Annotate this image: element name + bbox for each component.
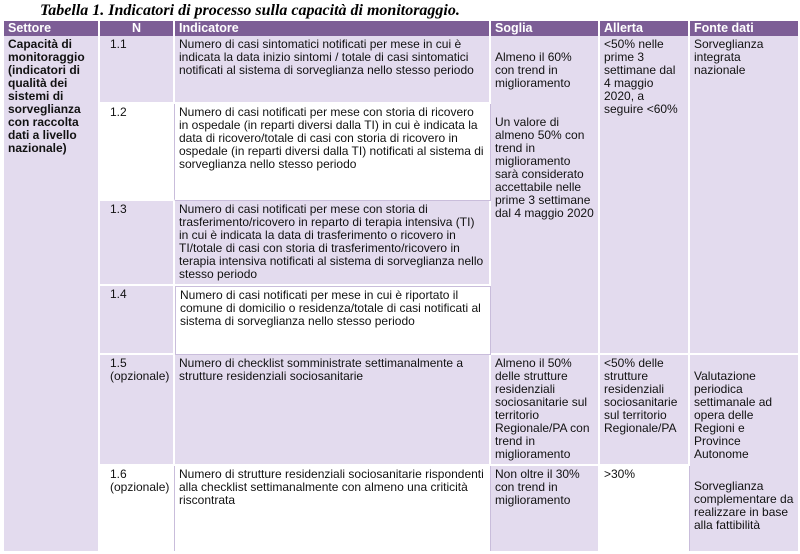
threshold-1-6: Non oltre il 30% con trend in miglioramento — [491, 466, 600, 551]
alert-group-a: <50% nelle prime 3 settimane dal 4 maggio 2020, a seguire <60% — [600, 36, 690, 355]
header-n: N — [100, 21, 175, 36]
indicator-text: Numero di strutture residenziali sociosanitarie rispondenti alla checklist settimanalmente con almeno una criticità riscontrata — [175, 466, 491, 551]
table-caption: Tabella 1. Indicatori di processo sulla capacità di monitoraggio. — [40, 2, 460, 19]
source-group-b — [690, 355, 798, 551]
source-group-a: Sorveglianza integrata nazionale — [690, 36, 798, 355]
row-number: 1.1 — [100, 36, 175, 104]
row-number: 1.5 (opzionale) — [100, 355, 175, 466]
header-settore: Settore — [4, 21, 100, 36]
source-regional: Valutazione periodica settimanale ad opera delle Regioni e Province Autonome — [694, 369, 773, 461]
header-fonte-dati: Fonte dati — [690, 21, 798, 36]
alert-1-5: <50% delle strutture residenziali sociosanitarie sul territorio Regionale/PA — [600, 355, 690, 466]
alert-1-6: >30% — [600, 466, 690, 551]
indicator-text: Numero di casi notificati per mese con storia di ricovero in ospedale (in reparti diversi dalla TI) in cui è indicata la data di ricovero/totale di casi con storia di ricovero in ospedale (in reparti diversi dalla TI) notificati al sistema di sorveglianza nello stesso periodo — [175, 104, 491, 201]
row-number: 1.3 — [100, 201, 175, 286]
threshold-group-a — [491, 36, 600, 355]
sector-cell: Capacità di monitoraggio (indicatori di qualità dei sistemi di sorveglianza con raccolta dati a livello nazionale) — [4, 36, 100, 551]
header-soglia: Soglia — [491, 21, 600, 36]
header-indicatore: Indicatore — [175, 21, 491, 36]
threshold-main: Almeno il 60% con trend in miglioramento — [495, 50, 572, 90]
indicator-text: Numero di casi notificati per mese in cui è riportato il comune di domicilio o residenza/totale di casi notificati al sistema di sorveglianza nello stesso periodo — [175, 286, 491, 355]
row-number: 1.6 (opzionale) — [100, 466, 175, 551]
indicator-text: Numero di casi notificati per mese con storia di trasferimento/ricovero in reparto di terapia intensiva (TI) in cui è indicata la data di trasferimento o ricovero in TI/totale di casi con storia di trasferimento/ricovero in terapia intensiva notificati al sistema di sorveglianza nello stesso periodo — [175, 201, 491, 286]
source-complementary: Sorveglianza complementare da realizzare in base alla fattibilità — [694, 479, 794, 532]
row-number: 1.4 — [100, 286, 175, 355]
indicators-table — [4, 21, 798, 551]
header-allerta: Allerta — [600, 21, 690, 36]
row-number: 1.2 — [100, 104, 175, 201]
threshold-note: Un valore di almeno 50% con trend in miglioramento sarà considerato accettabile nelle prime 3 settimane dal 4 maggio 2020 — [495, 115, 594, 220]
indicator-text: Numero di checklist somministrate settimanalmente a strutture residenziali sociosanitarie — [175, 355, 491, 466]
threshold-1-5: Almeno il 50% delle strutture residenziali sociosanitarie sul territorio Regionale/PA con trend in miglioramento — [491, 355, 600, 466]
indicator-text: Numero di casi sintomatici notificati per mese in cui è indicata la data inizio sintomi / totale di casi sintomatici notificati al sistema di sorveglianza nello stesso periodo — [175, 36, 491, 104]
